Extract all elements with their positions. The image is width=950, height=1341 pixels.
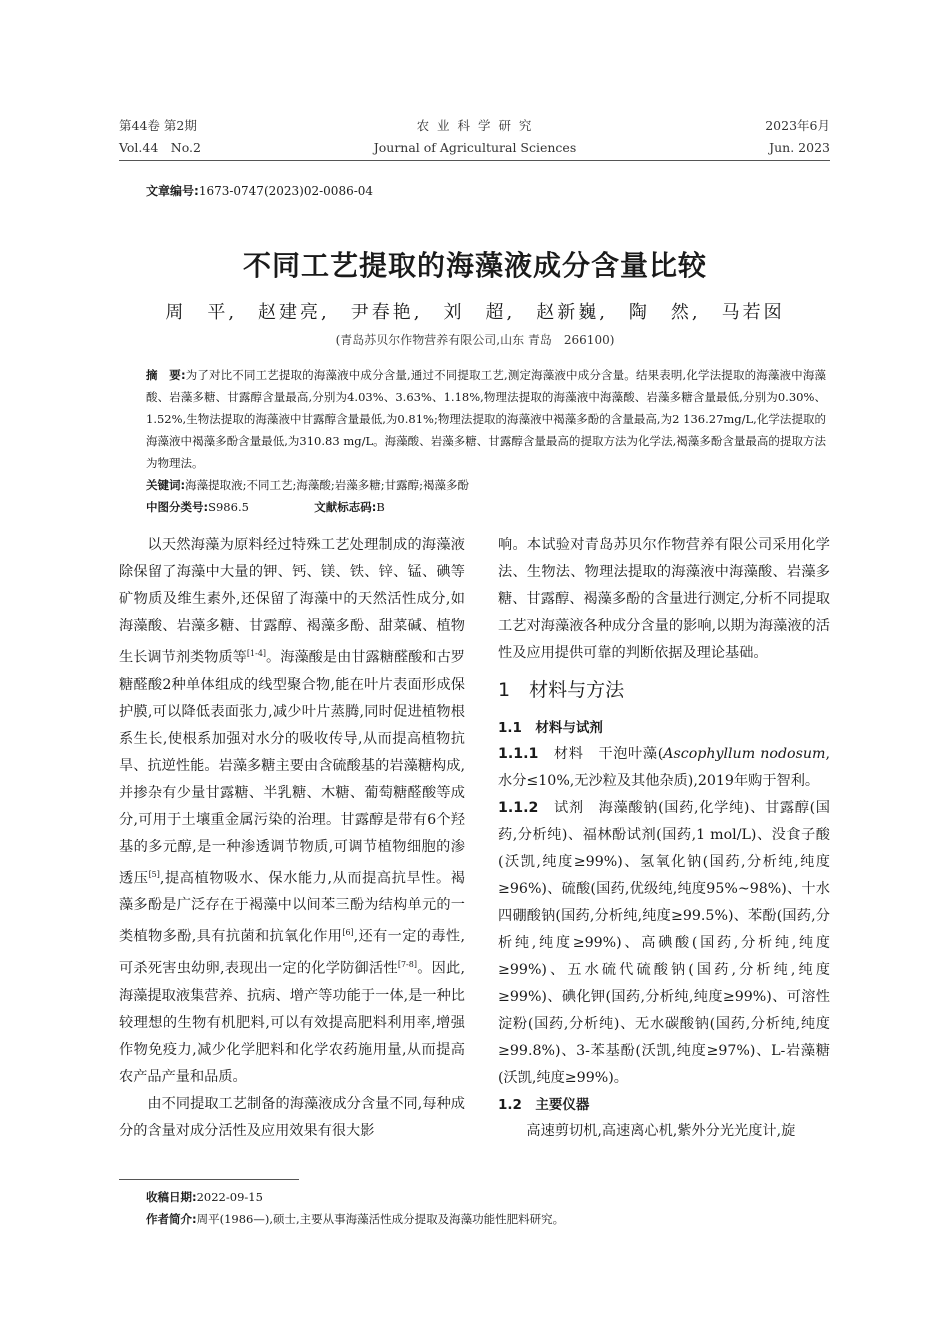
section-1-1-1-text-a: 干泡叶藻( (598, 746, 664, 762)
footnote (146, 1186, 830, 1230)
article-number-label: 文章编号: (146, 184, 199, 198)
affiliation: (青岛苏贝尔作物营养有限公司,山东 青岛 266100) (335, 333, 615, 347)
section-1-1-1-label: 材料 (538, 746, 599, 762)
keywords (146, 474, 826, 496)
section-1-1-1-text-b: ,水分≤10%,无沙粒及其他杂质),2019年购于智利。 (498, 746, 830, 789)
volume-cn: 第44卷 第2期 (119, 118, 197, 133)
intro-text-1a: 以天然海藻为原料经过特殊工艺处理制成的海藻液除保留了海藻中大量的钾、钙、镁、铁、锌、锰、碘等矿物质及维生素外,还保留了海藻中的天然活性成分,如海藻酸、岩藻多糖、甘露醇、褐藻多酚、甜菜碱、植物生长调节剂类物质等 (119, 537, 465, 666)
intro-text-1c: ,提高植物吸水、保水能力,从而提高抗旱性。褐藻多酚是广泛存在于褐藻中以间苯三酚为结构单元的一类植物多酚,具有抗菌和抗氧化作用 (119, 870, 465, 946)
species-latin-name: Ascophyllum nodosum (663, 746, 826, 762)
intro-text-1b: 。海藻酸是由甘露糖醛酸和古罗糖醛酸2种单体组成的线型聚合物,能在叶片表面形成保护膜,可以降低表面张力,减少叶片蒸腾,同时促进植物根系生长,使根系加强对水分的吸收传导,从而提高植物抗旱、抗逆性能。岩藻多糖主要由含硫酸基的岩藻糖构成,并掺杂有少量甘露糖、半乳糖、木糖、葡萄糖醛酸等成分,可用于土壤重金属污染的治理。甘露醇是带有6个羟基的多元醇,是一种渗透调节物质,可调节植物细胞的渗透压 (119, 649, 465, 887)
intro-continuation: 响。本试验对青岛苏贝尔作物营养有限公司采用化学法、生物法、物理法提取的海藻液中海藻酸、岩藻多糖、甘露醇、褐藻多酚的含量进行测定,分析不同提取工艺对海藻液各种成分含量的影响,以期为海藻液的活性及应用提供可靠的判断依据及理论基础。 (498, 537, 830, 661)
received-value: 2022-09-15 (196, 1190, 263, 1204)
section-1-2-text: 高速剪切机,高速离心机,紫外分光光度计,旋 (526, 1123, 796, 1139)
clc-value: S986.5 (208, 500, 249, 514)
journal-cn: 农 业 科 学 研 究 (416, 118, 534, 133)
left-column (119, 532, 465, 1145)
doc-code-value: B (376, 500, 385, 514)
intro-text-1d: ,还有一定的毒性,可杀死害虫幼卵,表现出一定的化学防御活性 (119, 929, 465, 977)
date-cn: 2023年6月 (765, 118, 830, 133)
intro-text-1e: 。因此,海藻提取液集营养、抗病、增产等功能于一体,是一种比较理想的生物有机肥料,可以有效提高肥料利用率,增强作物免疫力,减少化学肥料和化学农药施用量,从而提高农产品产量和品质。 (119, 960, 465, 1085)
ref-2: [5] (148, 869, 160, 879)
section-1-1-2-number: 1.1.2 (498, 800, 539, 816)
header-right (765, 116, 830, 157)
doc-code-label: 文献标志码: (314, 500, 377, 514)
section-1-1-2-text: 海藻酸钠(国药,化学纯)、甘露醇(国药,分析纯)、福林酚试剂(国药,1 mol/L)、没食子酸(沃凯,纯度≥99%)、氢氧化钠(国药,分析纯,纯度≥96%)、硫酸(国药,优级纯,纯度95%~98%)、十水四硼酸钠(国药,分析纯,纯度≥99.5%)、苯酚(国药,分析纯,纯度≥99%)、高碘酸(国药,分析纯,纯度≥99%)、五水硫代硫酸钠(国药,分析纯,纯度≥99%)、碘化钾(国药,分析纯,纯度≥99%)、可溶性淀粉(国药,分析纯)、无水碳酸钠(国药,分析纯,纯度≥99.8%)、3-苯基酚(沃凯,纯度≥97%)、L-岩藻糖(沃凯,纯度≥99%)。 (498, 800, 830, 1086)
section-1-1-2-label: 试剂 (538, 800, 599, 816)
section-1-1-2 (498, 795, 830, 1092)
volume-en: Vol.44 No.2 (119, 140, 201, 155)
journal-en: Journal of Agricultural Sciences (373, 140, 577, 155)
abstract-block (146, 364, 826, 518)
section-1-1-1 (498, 741, 830, 795)
abstract (146, 364, 826, 474)
date-en: Jun. 2023 (769, 140, 830, 155)
footnote-rule (119, 1179, 299, 1180)
abstract-label: 摘 要: (146, 368, 186, 382)
keywords-label: 关键词: (146, 478, 186, 492)
section-1-1-1-number: 1.1.1 (498, 746, 539, 762)
header-rule (119, 160, 830, 161)
ref-4: [7-8] (397, 960, 417, 970)
received-date (146, 1186, 830, 1208)
received-label: 收稿日期: (146, 1190, 197, 1204)
right-column (498, 532, 830, 1145)
article-number-value: 1673-0747(2023)02-0086-04 (198, 184, 374, 198)
ref-1: [1-4] (246, 649, 267, 658)
intro-paragraph-2: 由不同提取工艺制备的海藻液成分含量不同,每种成分的含量对成分活性及应用效果有很大影 (119, 1095, 465, 1139)
article-number (146, 182, 373, 199)
author-bio-label: 作者简介: (146, 1212, 197, 1226)
ref-3: [6] (342, 928, 354, 938)
keywords-text: 海藻提取液;不同工艺;海藻酸;岩藻多糖;甘露醇;褐藻多酚 (185, 478, 469, 492)
clc-label: 中图分类号: (146, 500, 209, 514)
author-bio (146, 1208, 830, 1230)
author-bio-value: 周平(1986—),硕士,主要从事海藻活性成分提取及海藻功能性肥料研究。 (196, 1212, 565, 1226)
intro-paragraph-1 (119, 532, 465, 1091)
authors: 周 平, 赵建亮, 尹春艳, 刘 超, 赵新巍, 陶 然, 马若囡 (165, 302, 785, 323)
section-1-1-heading: 1.1 材料与试剂 (498, 720, 603, 736)
classification (146, 496, 826, 518)
section-1-heading: 1 材料与方法 (498, 679, 625, 701)
abstract-text: 为了对比不同工艺提取的海藻液中成分含量,通过不同提取工艺,测定海藻液中成分含量。结果表明,化学法提取的海藻液中海藻酸、岩藻多糖、甘露醇含量最高,分别为4.03%、3.63%、1.18%,物理法提取的海藻液中海藻酸、岩藻多糖含量最低,分别为0.30%、1.52%,生物法提取的海藻液中甘露醇含量最低,为0.81%;物理法提取的海藻液中褐藻多酚的含量最高,为2 136.27mg/L,化学法提取的海藻液中褐藻多酚含量最低,为310.83 mg/L。海藻酸、岩藻多糖、甘露醇含量最高的提取方法为化学法,褐藻多酚含量最高的提取方法为物理法。 (146, 368, 826, 470)
article-title: 不同工艺提取的海藻液成分含量比较 (242, 249, 707, 282)
section-1-2-heading: 1.2 主要仪器 (498, 1097, 590, 1113)
